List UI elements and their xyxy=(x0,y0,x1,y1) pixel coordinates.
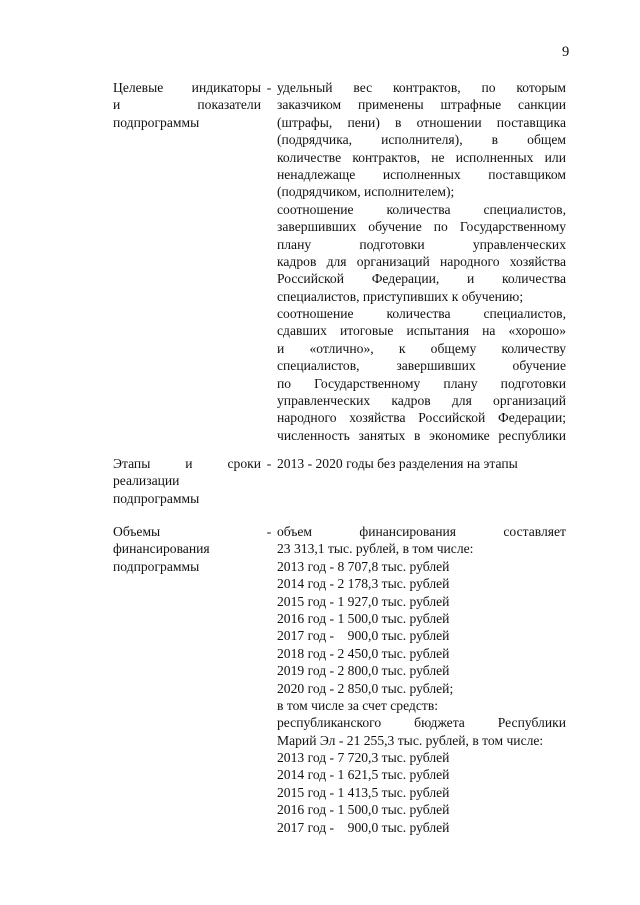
content-line: кадров для организаций народного хозяйства xyxy=(277,253,566,269)
label-line: подпрограммы xyxy=(113,114,200,130)
content-line: 2018 год - 2 450,0 тыс. рублей xyxy=(277,645,450,661)
label-line: Этапы и сроки xyxy=(113,456,261,471)
section-funding xyxy=(113,523,583,836)
content-line: специалистов, приступивших к обучению; xyxy=(277,288,524,304)
content-line: 2017 год - 900,0 тыс. рублей xyxy=(277,628,450,644)
dash-separator: - xyxy=(266,456,272,471)
label-line: и показатели xyxy=(113,97,261,113)
content-line: 2015 год - 1 927,0 тыс. рублей xyxy=(277,593,450,609)
content-line: (подрядчиком, исполнителем); xyxy=(277,184,455,200)
content-line: удельный вес контрактов, по которым xyxy=(277,80,566,95)
content-line: 2013 год - 8 707,8 тыс. рублей xyxy=(277,558,450,574)
page-number: 9 xyxy=(562,44,570,60)
content-line: объем финансирования составляет xyxy=(277,524,566,539)
content-line: и «отлично», к общему количеству xyxy=(277,340,566,356)
content-line: управленческих кадров для организаций xyxy=(277,393,566,409)
section-target-indicators xyxy=(113,79,583,444)
content-line: 2014 год - 1 621,5 тыс. рублей xyxy=(277,767,450,783)
dash-separator: - xyxy=(266,524,272,539)
content-line: сдавших итоговые испытания на «хорошо» xyxy=(277,323,566,339)
label-line: подпрограммы xyxy=(113,558,200,574)
dash-separator: - xyxy=(266,80,272,95)
content-line: соотношение количества специалистов, xyxy=(277,306,566,322)
content-line: специалистов, завершивших обучение xyxy=(277,358,566,374)
content-line: 2013 год - 7 720,3 тыс. рублей xyxy=(277,750,450,766)
content-line: плану подготовки управленческих xyxy=(277,236,566,252)
section-content xyxy=(277,523,566,836)
content-line: (штрафы, пени) в отношении поставщика xyxy=(277,114,566,130)
content-line: численность занятых в экономике республики xyxy=(277,427,566,443)
content-line: 23 313,1 тыс. рублей, в том числе: xyxy=(277,541,474,557)
content-line: 2015 год - 1 413,5 тыс. рублей xyxy=(277,784,450,800)
content-line: 2014 год - 2 178,3 тыс. рублей xyxy=(277,576,450,592)
content-line: республиканского бюджета Республики xyxy=(277,715,566,731)
label-line: подпрограммы xyxy=(113,490,200,506)
label-line: финансирования xyxy=(113,541,210,557)
content-line: завершивших обучение по Государственному xyxy=(277,219,566,235)
section-stages-timing xyxy=(113,455,583,507)
content-line: 2016 год - 1 500,0 тыс. рублей xyxy=(277,610,450,626)
content-line: (подрядчика, исполнителя), в общем xyxy=(277,132,566,148)
content-line: 2013 - 2020 годы без разделения на этапы xyxy=(277,456,518,471)
section-content xyxy=(277,79,566,444)
label-line: реализации xyxy=(113,473,180,489)
content-line: Марий Эл - 21 255,3 тыс. рублей, в том числе: xyxy=(277,732,544,748)
content-line: 2017 год - 900,0 тыс. рублей xyxy=(277,819,450,835)
section-label xyxy=(113,523,261,575)
content-line: количестве контрактов, не исполненных или xyxy=(277,149,566,165)
label-line: Целевые индикаторы xyxy=(113,80,261,95)
section-label xyxy=(113,79,261,131)
content-line: по Государственному плану подготовки xyxy=(277,375,566,391)
content-line: в том числе за счет средств: xyxy=(277,697,439,713)
content-line: 2020 год - 2 850,0 тыс. рублей; xyxy=(277,680,454,696)
content-line: 2019 год - 2 800,0 тыс. рублей xyxy=(277,663,450,679)
section-label xyxy=(113,455,261,507)
content-line: 2016 год - 1 500,0 тыс. рублей xyxy=(277,802,450,818)
content-line: Российской Федерации, и количества xyxy=(277,271,566,287)
content-line: заказчиком применены штрафные санкции xyxy=(277,97,566,113)
content-line: ненадлежаще исполненных поставщиком xyxy=(277,166,566,182)
label-line: Объемы xyxy=(113,524,161,539)
content-line: соотношение количества специалистов, xyxy=(277,201,566,217)
section-content xyxy=(277,455,566,472)
content-line: народного хозяйства Российской Федерации; xyxy=(277,410,566,426)
